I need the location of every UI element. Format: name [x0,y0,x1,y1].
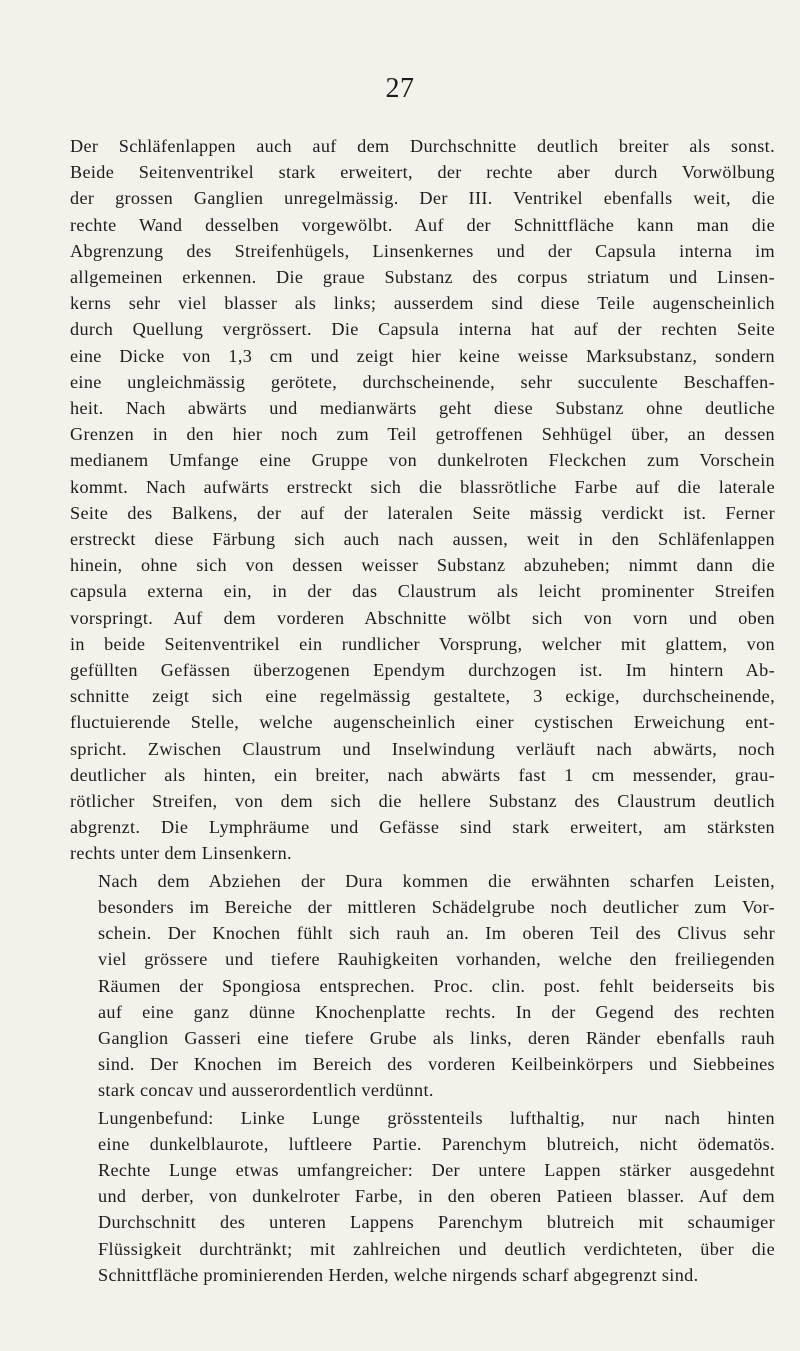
text-line: in beide Seitenventrikel ein rundlicher Vorsprung, welcher mit glattem, von [70,633,775,654]
text-line: sind. Der Knochen im Bereich des vorderen Keilbeinkörpers und Siebbeines [98,1054,775,1075]
text-line: Beide Seitenventrikel stark erweitert, der rechte aber durch Vorwölbung [70,162,775,183]
text-line: Schnittfläche prominierenden Herden, welche nirgends scharf abgegrenzt sind. [98,1264,699,1285]
body-text [70,133,775,1288]
text-line: auf eine ganz dünne Knochenplatte rechts. In der Gegend des rechten [98,1001,775,1022]
text-line: schnitte zeigt sich eine regelmässig gestaltete, 3 eckige, durchscheinende, [70,686,775,707]
text-line: rechts unter dem Linsenkern. [70,843,292,864]
text-line: viel grössere und tiefere Rauhigkeiten vorhanden, welche den freiliegenden [98,949,775,970]
text-line: Räumen der Spongiosa entsprechen. Proc. clin. post. fehlt beiderseits bis [98,975,775,996]
text-line: der grossen Ganglien unregelmässig. Der III. Ventrikel ebenfalls weit, die [70,188,775,209]
text-line: eine dunkelblaurote, luftleere Partie. Parenchym blutreich, nicht ödematös. [98,1133,775,1154]
text-line: eine ungleichmässig gerötete, durchscheinende, sehr succulente Beschaffen- [70,371,775,392]
text-line: Flüssigkeit durchtränkt; mit zahlreichen und deutlich verdichteten, über die [98,1238,775,1259]
text-line: Durchschnitt des unteren Lappens Parenchym blutreich mit schaumiger [98,1212,775,1233]
paragraph-lung-findings [70,1105,775,1288]
text-line: eine Dicke von 1,3 cm und zeigt hier keine weisse Marksubstanz, sondern [70,345,775,366]
text-line: hinein, ohne sich von dessen weisser Substanz abzuheben; nimmt dann die [70,555,775,576]
text-line: Nach dem Abziehen der Dura kommen die erwähnten scharfen Leisten, [98,870,775,891]
text-line: durch Quellung vergrössert. Die Capsula interna hat auf der rechten Seite [70,319,775,340]
text-line: medianem Umfange eine Gruppe von dunkelroten Fleckchen zum Vorschein [70,450,775,471]
text-line: rötlicher Streifen, von dem sich die hellere Substanz des Claustrum deutlich [70,791,775,812]
text-line: Lungenbefund: Linke Lunge grösstenteils lufthaltig, nur nach hinten [98,1107,775,1128]
text-line: abgrenzt. Die Lymphräume und Gefässe sind stark erweitert, am stärksten [70,817,775,838]
text-line: besonders im Bereiche der mittleren Schädelgrube noch deutlicher zum Vor- [98,896,775,917]
text-line: spricht. Zwischen Claustrum und Inselwindung verläuft nach abwärts, noch [70,738,775,759]
text-line: schein. Der Knochen fühlt sich rauh an. Im oberen Teil des Clivus sehr [98,923,775,944]
text-line: erstreckt diese Färbung sich auch nach aussen, weit in den Schläfenlappen [70,529,775,550]
text-line: Seite des Balkens, der auf der lateralen Seite mässig verdickt ist. Ferner [70,502,775,523]
text-line: Abgrenzung des Streifenhügels, Linsenkernes und der Capsula interna im [70,240,775,261]
paragraph-brain-findings [70,133,775,867]
text-line: Grenzen in den hier noch zum Teil getroffenen Sehhügel über, an dessen [70,424,775,445]
text-line: rechte Wand desselben vorgewölbt. Auf der Schnittfläche kann man die [70,214,775,235]
text-line: fluctuierende Stelle, welche augenscheinlich einer cystischen Erweichung ent- [70,712,775,733]
text-line: capsula externa ein, in der das Claustrum als leicht prominenter Streifen [70,581,775,602]
text-line: Rechte Lunge etwas umfangreicher: Der untere Lappen stärker ausgedehnt [98,1159,775,1180]
page-number: 27 [385,73,415,104]
text-line: heit. Nach abwärts und medianwärts geht diese Substanz ohne deutliche [70,398,775,419]
paragraph-skull-findings [70,868,775,1104]
text-line: allgemeinen erkennen. Die graue Substanz des corpus striatum und Linsen- [70,267,775,288]
text-line: deutlicher als hinten, ein breiter, nach abwärts fast 1 cm messender, grau- [70,764,775,785]
text-line: vorspringt. Auf dem vorderen Abschnitte wölbt sich von vorn und oben [70,607,775,628]
text-line: gefüllten Gefässen überzogenen Ependym durchzogen ist. Im hintern Ab- [70,660,775,681]
text-line: und derber, von dunkelroter Farbe, in den oberen Patieen blasser. Auf dem [98,1186,775,1207]
text-line: stark concav und ausserordentlich verdünnt. [98,1080,434,1101]
text-line: kommt. Nach aufwärts erstreckt sich die blassrötliche Farbe auf die laterale [70,476,775,497]
text-line: kerns sehr viel blasser als links; ausserdem sind diese Teile augenscheinlich [70,293,775,314]
text-line: Ganglion Gasseri eine tiefere Grube als links, deren Ränder ebenfalls rauh [98,1027,775,1048]
text-line: Der Schläfenlappen auch auf dem Durchschnitte deutlich breiter als sonst. [70,136,775,156]
